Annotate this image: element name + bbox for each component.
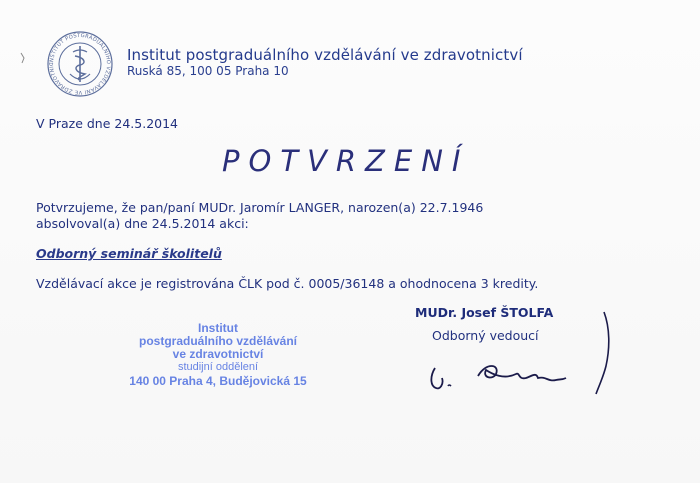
stamp-line-1: Institut: [198, 321, 238, 335]
stamp-line-2: postgraduálního vzdělávání: [138, 334, 298, 348]
document-title: POTVRZENÍ: [222, 144, 470, 178]
registration-text: Vzdělávací akce je registrována ČLK pod č. 0005/36148 a ohodnocena 3 kredity.: [36, 276, 539, 291]
place-and-date: V Praze dne 24.5.2014: [36, 116, 179, 131]
stamp-line-5: 140 00 Praha 4, Budějovická 15: [129, 374, 307, 388]
signatory-name: MUDr. Josef ŠTOLFA: [415, 305, 554, 320]
confirmation-line-1: Potvrzujeme, že pan/paní MUDr. Jaromír LANGER, narozen(a) 22.7.1946: [36, 200, 484, 215]
scan-mark: [20, 52, 26, 64]
stamp-line-4: studijní oddělení: [177, 361, 259, 373]
handwritten-signature: [420, 308, 620, 408]
institute-logo-icon: [46, 30, 114, 98]
signatory-role: Odborný vedoucí: [432, 328, 539, 343]
confirmation-line-2: absolvoval(a) dne 24.5.2014 akci:: [36, 216, 249, 231]
stamp-line-3: ve zdravotnictví: [172, 347, 264, 361]
institution-address: Ruská 85, 100 05 Praha 10: [127, 64, 289, 78]
institution-name: Institut postgraduálního vzdělávání ve zdravotnictví: [127, 46, 523, 64]
event-name: Odborný seminář školitelů: [36, 246, 222, 261]
institute-stamp: [118, 322, 318, 389]
logo-ring-text: INSTITUT POSTGRADUÁLNÍHO VZDĚLÁVÁNÍ VE ZDRAVOTNIC: [48, 32, 112, 96]
